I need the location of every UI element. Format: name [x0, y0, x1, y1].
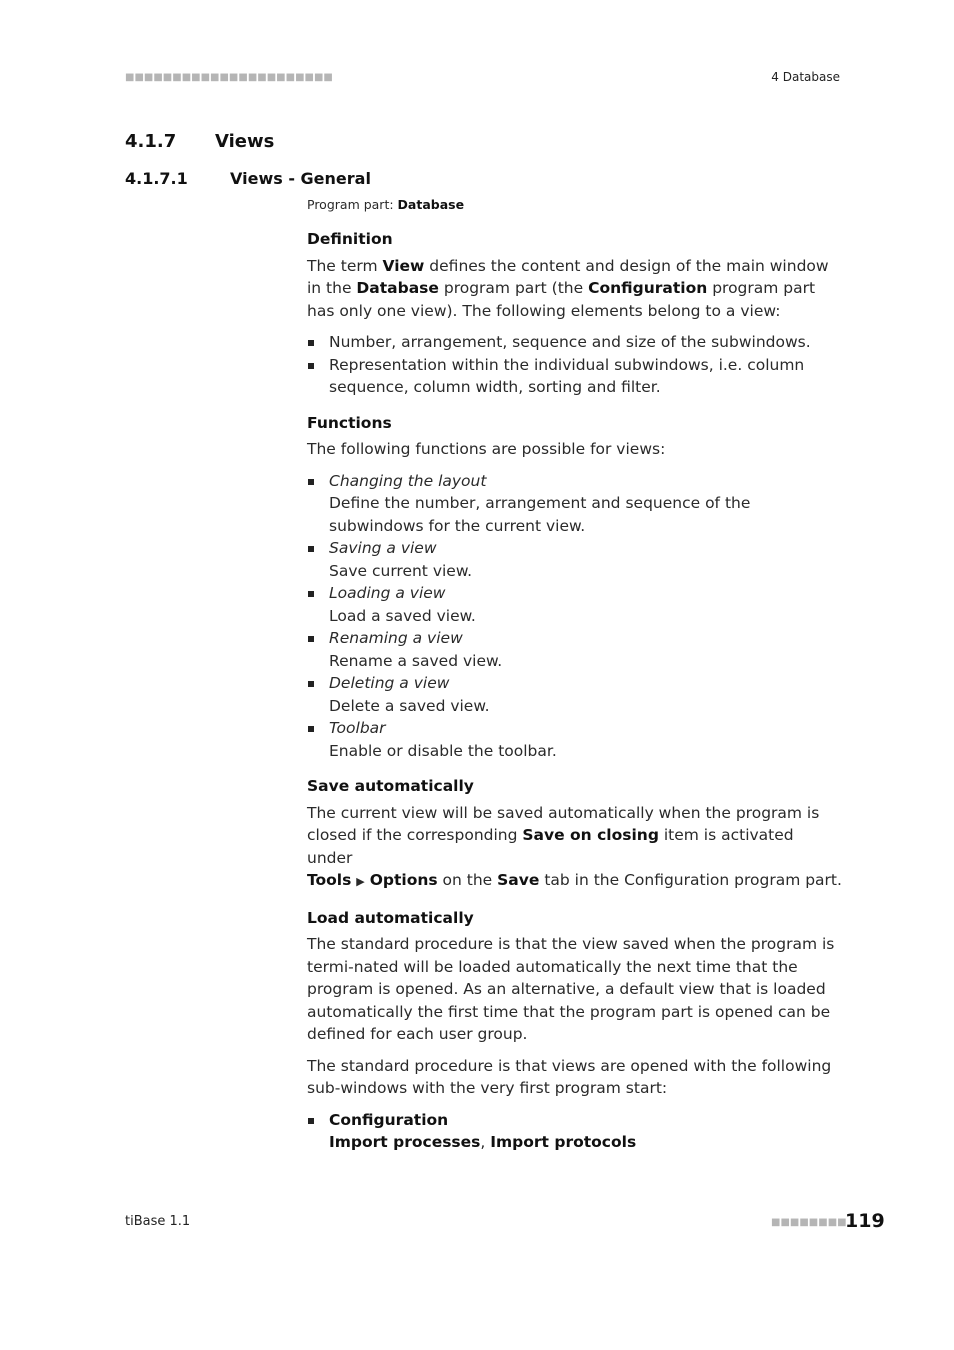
- list-item: Representation within the individual subwindows, i.e. column sequence, column width, sorting and filter.: [307, 354, 843, 399]
- functions-intro: The following functions are possible for views:: [307, 440, 666, 458]
- functions-heading: Functions: [307, 413, 392, 432]
- save-automatically-heading: Save automatically: [307, 777, 474, 795]
- footer-decoration: ■■■■■■■■: [771, 1217, 847, 1228]
- subwindow-import-protocols: Import protocols: [490, 1133, 637, 1151]
- function-title: Toolbar: [329, 719, 386, 737]
- term-database: Database: [356, 279, 439, 297]
- menu-options: Options: [369, 871, 438, 889]
- function-desc: Load a saved view.: [329, 606, 476, 625]
- definition-heading: Definition: [307, 230, 393, 248]
- text-run: item is activated under: [307, 826, 794, 867]
- term-configuration: Configuration: [588, 279, 708, 297]
- save-automatically-text: [307, 802, 843, 894]
- save-automatically-section: [307, 775, 843, 894]
- list-item: [307, 717, 843, 762]
- page-number: 119: [845, 1210, 885, 1232]
- definition-text: [307, 255, 843, 323]
- subwindow-import-processes: Import processes: [329, 1133, 481, 1151]
- program-part-label: Program part:: [307, 197, 394, 212]
- footer-product: tiBase 1.1: [125, 1214, 191, 1229]
- menu-tools: Tools: [307, 871, 352, 889]
- functions-list: [307, 470, 843, 763]
- section-title: Views: [215, 131, 275, 152]
- load-automatically-text-2: The standard procedure is that views are opened with the following sub-windows with the very first program start:: [307, 1056, 832, 1097]
- menu-path-arrow-icon: ▶: [356, 875, 365, 888]
- text-run: program part has only one view). The following elements belong to a view:: [307, 279, 816, 320]
- functions-section: [307, 412, 843, 763]
- function-desc: Save current view.: [329, 561, 473, 580]
- subsection-title: Views - General: [230, 169, 371, 188]
- definition-list: [307, 331, 843, 399]
- function-title: Renaming a view: [329, 629, 463, 647]
- function-desc: Delete a saved view.: [329, 696, 490, 715]
- text-run: defines the content and design of the main window in the: [307, 256, 829, 297]
- text-run: on the: [437, 871, 498, 889]
- list-item: [307, 672, 843, 717]
- subsection-number: 4.1.7.1: [125, 169, 188, 188]
- text-run: The term: [307, 256, 383, 275]
- function-title: Loading a view: [329, 584, 446, 602]
- default-subwindows-list: [307, 1109, 843, 1154]
- definition-section: [307, 228, 843, 399]
- list-item: [307, 627, 843, 672]
- list-item: [307, 1109, 843, 1154]
- text-run: The current view will be saved automatically when the program is closed if the corresponding: [307, 803, 820, 844]
- term-save-on-closing: Save on closing: [522, 826, 659, 844]
- term-view: View: [382, 256, 425, 275]
- list-item: [307, 582, 843, 627]
- function-desc: Rename a saved view.: [329, 651, 503, 670]
- list-item: [307, 470, 843, 538]
- function-title: Saving a view: [329, 539, 437, 557]
- list-item: Number, arrangement, sequence and size of the subwindows.: [307, 331, 843, 354]
- header-chapter: 4 Database: [771, 70, 840, 84]
- function-title: Changing the layout: [329, 471, 487, 490]
- text-run: program part (the: [438, 279, 589, 297]
- header-decoration: ■■■■■■■■■■■■■■■■■■■■■■: [125, 72, 333, 83]
- program-part-value: Database: [397, 197, 465, 212]
- section-number: 4.1.7: [125, 131, 177, 152]
- text-run: tab in the Configuration program part.: [539, 871, 842, 889]
- content-column: [307, 196, 843, 1167]
- load-automatically-heading: Load automatically: [307, 908, 474, 927]
- function-title: Deleting a view: [329, 674, 450, 692]
- subwindow-group-title: Configuration: [329, 1110, 449, 1129]
- program-part: [307, 196, 843, 214]
- tab-save: Save: [497, 871, 540, 889]
- function-desc: Define the number, arrangement and sequence of the subwindows for the current view.: [329, 494, 751, 535]
- list-item: [307, 537, 843, 582]
- function-desc: Enable or disable the toolbar.: [329, 741, 557, 760]
- separator: ,: [480, 1133, 491, 1151]
- load-automatically-section: [307, 907, 843, 1154]
- load-automatically-text-1: The standard procedure is that the view saved when the program is termi-nated will be loaded automatically the next time that the program is opened. As an alternative, a default view that is loaded automatically the first time that the program part is opened can be defined for each user group.: [307, 935, 835, 1043]
